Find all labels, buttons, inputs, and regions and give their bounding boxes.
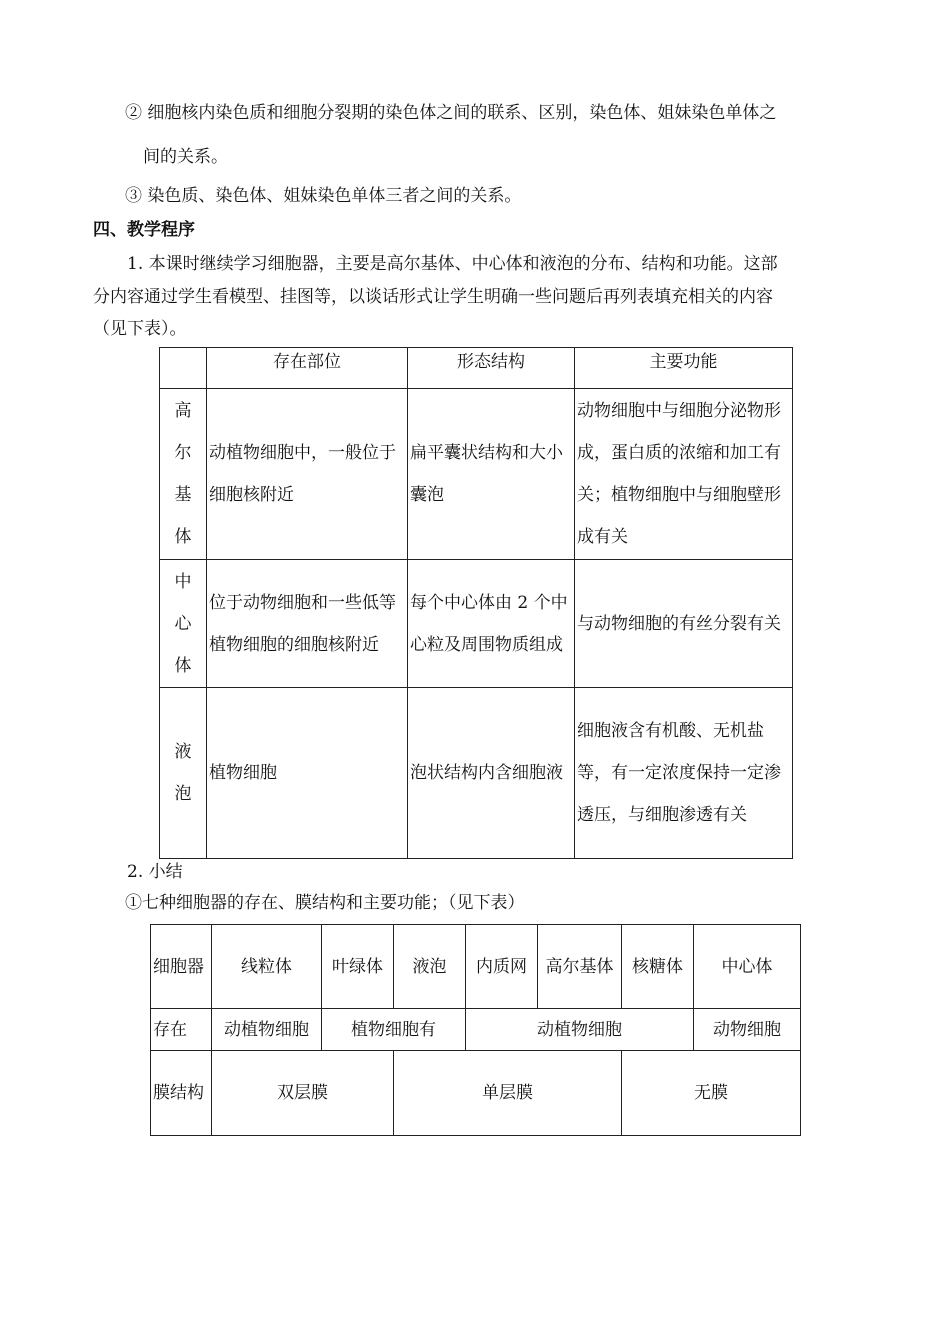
row-label: 膜结构	[151, 1051, 212, 1136]
function-cell: 细胞液含有机酸、无机盐等，有一定浓度保持一定渗透压，与细胞渗透有关	[575, 688, 793, 859]
structure-cell: 每个中心体由 2 个中心粒及周围物质组成	[408, 560, 575, 688]
row-label: 存在	[151, 1009, 212, 1051]
header-cell: 存在部位	[207, 348, 408, 389]
table-row	[160, 560, 793, 688]
membrane-cell: 单层膜	[394, 1051, 622, 1136]
header-cell	[160, 348, 207, 389]
header-cell: 核糖体	[622, 925, 694, 1009]
organelle-table	[159, 347, 793, 859]
row-label	[160, 389, 207, 560]
structure-cell: 扁平囊状结构和大小囊泡	[408, 389, 575, 560]
summary-item-1: ①七种细胞器的存在、膜结构和主要功能；（见下表）	[125, 893, 525, 913]
membrane-cell: 无膜	[622, 1051, 801, 1136]
membrane-cell: 双层膜	[212, 1051, 394, 1136]
item-2-line-1: ② 细胞核内染色质和细胞分裂期的染色体之间的联系、区别，染色体、姐妹染色单体之	[125, 103, 777, 123]
item-3: ③ 染色质、染色体、姐妹染色单体三者之间的关系。	[125, 186, 522, 206]
header-cell: 高尔基体	[538, 925, 622, 1009]
location-cell: 植物细胞	[207, 688, 408, 859]
table-row	[160, 389, 793, 560]
organelle-summary-table	[150, 924, 801, 1136]
label-char: 体	[174, 655, 192, 676]
section-heading: 四、教学程序	[93, 220, 195, 240]
paragraph-1-line-1: 1. 本课时继续学习细胞器，主要是高尔基体、中心体和液泡的分布、结构和功能。这部	[127, 254, 778, 274]
existence-cell: 动物细胞	[694, 1009, 801, 1051]
header-cell: 中心体	[694, 925, 801, 1009]
item-2-line-2: 间的关系。	[143, 147, 228, 167]
label-char: 泡	[174, 784, 192, 804]
table-row	[160, 688, 793, 859]
header-cell: 主要功能	[575, 348, 793, 389]
label-char: 高	[174, 401, 192, 421]
table-row	[151, 1051, 801, 1136]
paragraph-1-line-2: 分内容通过学生看模型、挂图等，以谈话形式让学生明确一些问题后再列表填充相关的内容	[93, 287, 773, 307]
label-char: 液	[174, 742, 192, 762]
table-header-row	[151, 925, 801, 1009]
paragraph-1-line-3: （见下表）。	[93, 319, 187, 339]
label-char: 尔	[174, 443, 192, 463]
location-cell: 动植物细胞中，一般位于细胞核附近	[207, 389, 408, 560]
function-cell: 动物细胞中与细胞分泌物形成，蛋白质的浓缩和加工有关；植物细胞中与细胞壁形成有关	[575, 389, 793, 560]
existence-cell: 动植物细胞	[212, 1009, 322, 1051]
header-cell: 线粒体	[212, 925, 322, 1009]
summary-label: 2. 小结	[127, 862, 183, 882]
header-cell: 形态结构	[408, 348, 575, 389]
table-row	[151, 1009, 801, 1051]
structure-cell: 泡状结构内含细胞液	[408, 688, 575, 859]
row-label	[160, 688, 207, 859]
label-char: 心	[174, 613, 192, 634]
header-cell: 内质网	[466, 925, 538, 1009]
table-header-row	[160, 348, 793, 389]
label-char: 体	[174, 527, 192, 547]
location-cell: 位于动物细胞和一些低等植物细胞的细胞核附近	[207, 560, 408, 688]
row-label	[160, 560, 207, 688]
header-cell: 液泡	[394, 925, 466, 1009]
existence-cell: 植物细胞有	[322, 1009, 466, 1051]
function-cell: 与动物细胞的有丝分裂有关	[575, 560, 793, 688]
header-cell: 细胞器	[151, 925, 212, 1009]
header-cell: 叶绿体	[322, 925, 394, 1009]
label-char: 基	[174, 485, 192, 505]
existence-cell: 动植物细胞	[466, 1009, 694, 1051]
label-char: 中	[174, 571, 192, 592]
